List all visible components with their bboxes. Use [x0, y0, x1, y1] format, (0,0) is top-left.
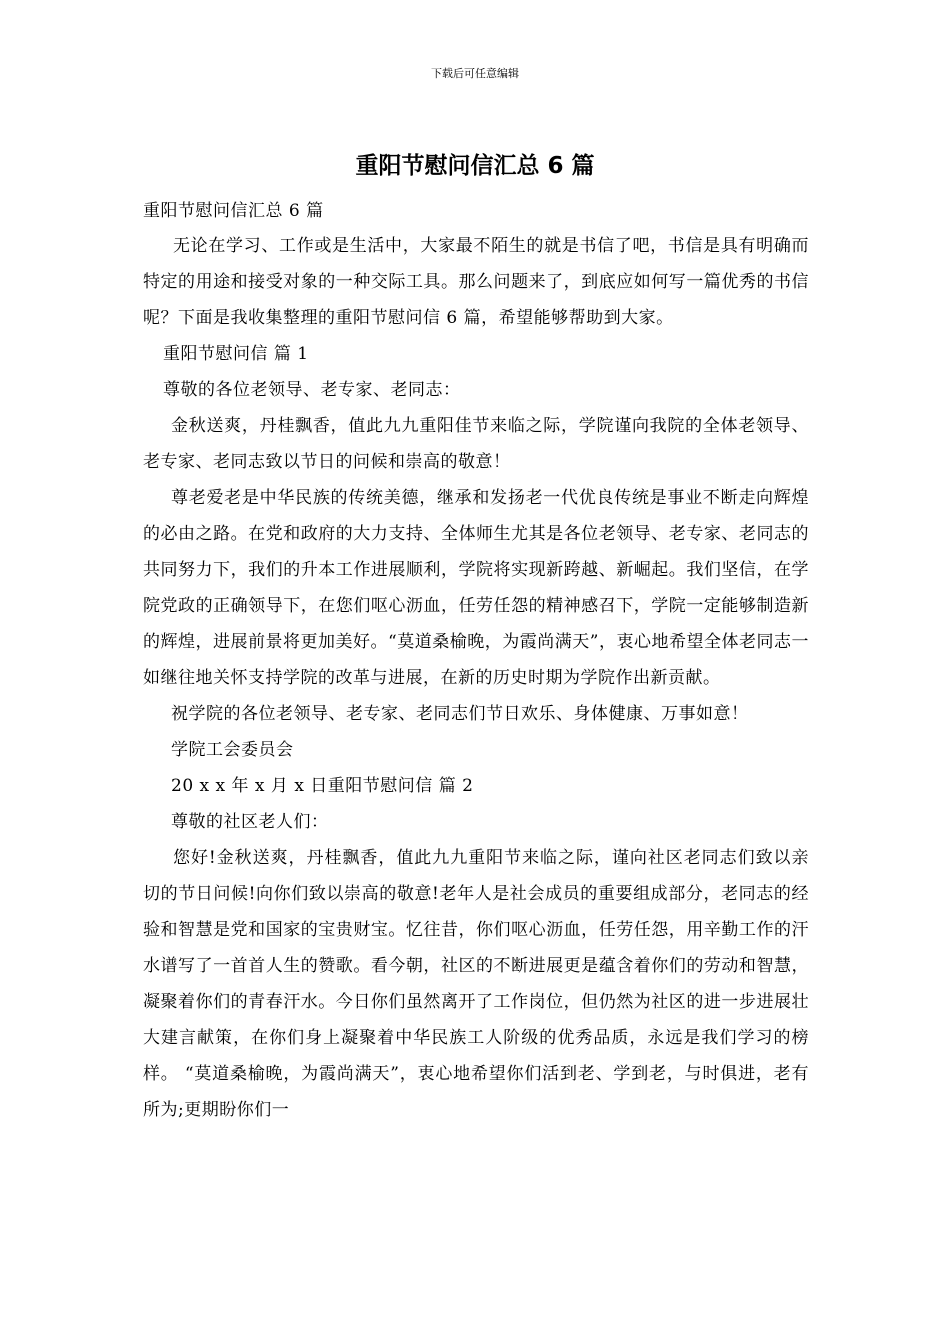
salutation-2: 尊敬的社区老人们： — [171, 812, 329, 832]
intro-paragraph: 无论在学习、工作或是生活中，大家最不陌生的就是书信了吧，书信是具有明确而特定的用途和接受对象的一种交际工具。那么问题来了，到底应如何写一篇优秀的书信呢？下面是我收集整理的重阳节慰问信 6 篇，希望能够帮助到大家。 — [143, 236, 809, 328]
section-heading-1: 重阳节慰问信 篇 1 — [163, 344, 309, 364]
signature: 学院工会委员会 — [171, 740, 294, 760]
body-paragraph: 尊老爱老是中华民族的传统美德，继承和发扬老一代优良传统是事业不断走向辉煌的必由之路。在党和政府的大力支持、全体师生尤其是各位老领导、老专家、老同志的共同努力下，我们的升本工作进展顺利，学院将实现新跨越、新崛起。我们坚信，在学院党政的正确领导下，在您们呕心沥血，任劳任怨的精神感召下，学院一定能够制造新的辉煌，进展前景将更加美好。“莫道桑榆晚，为霞尚满天”，衷心地希望全体老同志一如继往地关怀支持学院的改革与进展，在新的历史时期为学院作出新贡献。 — [143, 488, 809, 688]
salutation-1: 尊敬的各位老领导、老专家、老同志： — [163, 380, 461, 400]
document-title: 重阳节慰问信汇总 6 篇 — [355, 153, 595, 179]
closing-wish: 祝学院的各位老领导、老专家、老同志们节日欢乐、身体健康、万事如意！ — [171, 704, 749, 724]
header-note: 下载后可任意编辑 — [431, 67, 519, 80]
body-paragraph: 金秋送爽，丹桂飘香，值此九九重阳佳节来临之际，学院谨向我院的全体老领导、老专家、老同志致以节日的问候和崇高的敬意！ — [143, 416, 809, 472]
body-paragraph: 您好!金秋送爽，丹桂飘香，值此九九重阳节来临之际，谨向社区老同志们致以亲切的节日问候!向你们致以崇高的敬意!老年人是社会成员的重要组成部分，老同志的经验和智慧是党和国家的宝贵财宝。忆往昔，你们呕心沥血，任劳任怨，用辛勤工作的汗水谱写了一首首人生的赞歌。看今朝，社区的不断进展更是蕴含着你们的劳动和智慧，凝聚着你们的青春汗水。今日你们虽然离开了工作岗位，但仍然为社区的进一步进展壮大建言献策，在你们身上凝聚着中华民族工人阶级的优秀品质，永远是我们学习的榜样。 “莫道桑榆晚，为霞尚满天”，衷心地希望你们活到老、学到老，与时俱进，老有所为;更期盼你们一 — [143, 848, 809, 1120]
subtitle-line: 重阳节慰问信汇总 6 篇 — [143, 201, 324, 221]
document-body — [143, 195, 809, 1128]
date-and-section-heading-2: 20 x x 年 x 月 x 日重阳节慰问信 篇 2 — [171, 776, 474, 796]
